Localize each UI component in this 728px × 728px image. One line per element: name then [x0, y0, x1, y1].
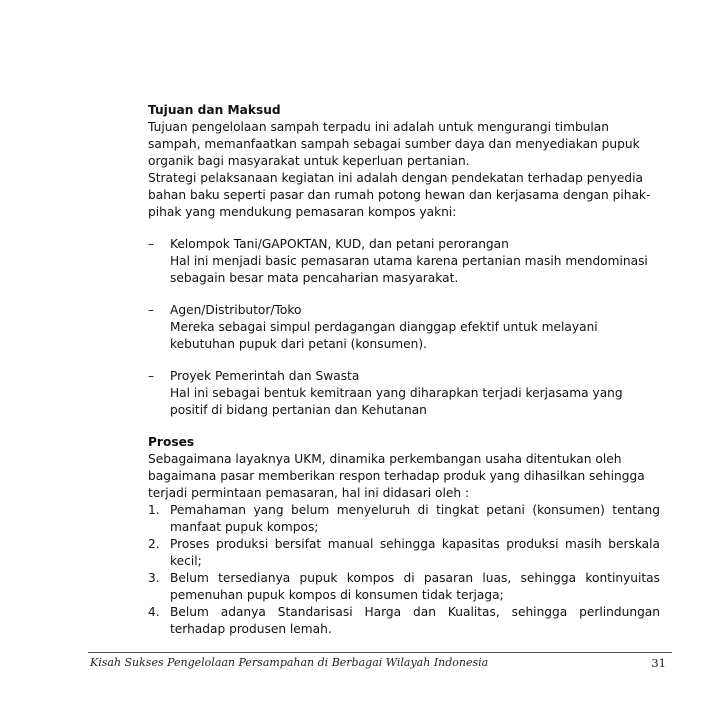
list-item: [148, 536, 660, 570]
footer-divider: [88, 652, 672, 653]
bullet-title: Proyek Pemerintah dan Swasta: [170, 369, 360, 383]
section-heading-proses: Proses: [148, 435, 195, 449]
bullet-title: Kelompok Tani/GAPOKTAN, KUD, dan petani perorangan: [170, 237, 509, 251]
dash-bullet-icon: –: [148, 237, 155, 251]
list-number: 3.: [148, 571, 160, 585]
list-item-text: Pemahaman yang belum menyeluruh di tingkat petani (konsumen) tentang manfaat pupuk kompos;: [170, 503, 660, 534]
paragraph-strategi: Strategi pelaksanaan kegiatan ini adalah dengan pendekatan terhadap penyedia bahan baku seperti pasar dan rumah potong hewan dan kerjasama dengan pihak-pihak yang mendukung pemasaran kompos yakni:: [148, 171, 651, 219]
list-item: [148, 570, 660, 604]
page-content: [148, 102, 660, 638]
bullet-description: Hal ini sebagai bentuk kemitraan yang diharapkan terjadi kerjasama yang positif di bidang pertanian dan Kehutanan: [170, 386, 623, 417]
list-number: 1.: [148, 503, 160, 517]
list-number: 4.: [148, 605, 160, 619]
page-number: 31: [651, 656, 666, 670]
section-heading-tujuan: Tujuan dan Maksud: [148, 103, 281, 117]
bullet-description: Mereka sebagai simpul perdagangan dianggap efektif untuk melayani kebutuhan pupuk dari petani (konsumen).: [170, 320, 598, 351]
list-number: 2.: [148, 537, 160, 551]
list-item-text: Proses produksi bersifat manual sehingga kapasitas produksi masih berskala kecil;: [170, 537, 660, 568]
bullet-item: [148, 368, 660, 419]
bullet-list: [148, 236, 660, 419]
bullet-item: [148, 236, 660, 287]
footer-title: Kisah Sukses Pengelolaan Persampahan di Berbagai Wilayah Indonesia: [90, 656, 489, 669]
bullet-item: [148, 302, 660, 353]
bullet-title: Agen/Distributor/Toko: [170, 303, 302, 317]
list-item-text: Belum adanya Standarisasi Harga dan Kualitas, sehingga perlindungan terhadap produsen lemah.: [170, 605, 660, 636]
list-item-text: Belum tersedianya pupuk kompos di pasaran luas, sehingga kontinyuitas pemenuhan pupuk kompos di konsumen tidak terjaga;: [170, 571, 660, 602]
dash-bullet-icon: –: [148, 303, 155, 317]
numbered-list: [148, 502, 660, 638]
list-item: [148, 502, 660, 536]
section-proses: [148, 434, 660, 638]
paragraph-proses: Sebagaimana layaknya UKM, dinamika perkembangan usaha ditentukan oleh bagaimana pasar memberikan respon terhadap produk yang dihasilkan sehingga terjadi permintaan pemasaran, hal ini didasari oleh :: [148, 452, 645, 500]
bullet-description: Hal ini menjadi basic pemasaran utama karena pertanian masih mendominasi sebagain besar mata pencaharian masyarakat.: [170, 254, 648, 285]
paragraph-tujuan: Tujuan pengelolaan sampah terpadu ini adalah untuk mengurangi timbulan sampah, memanfaatkan sampah sebagai sumber daya dan menyediakan pupuk organik bagi masyarakat untuk keperluan pertanian.: [148, 120, 640, 168]
dash-bullet-icon: –: [148, 369, 155, 383]
list-item: [148, 604, 660, 638]
